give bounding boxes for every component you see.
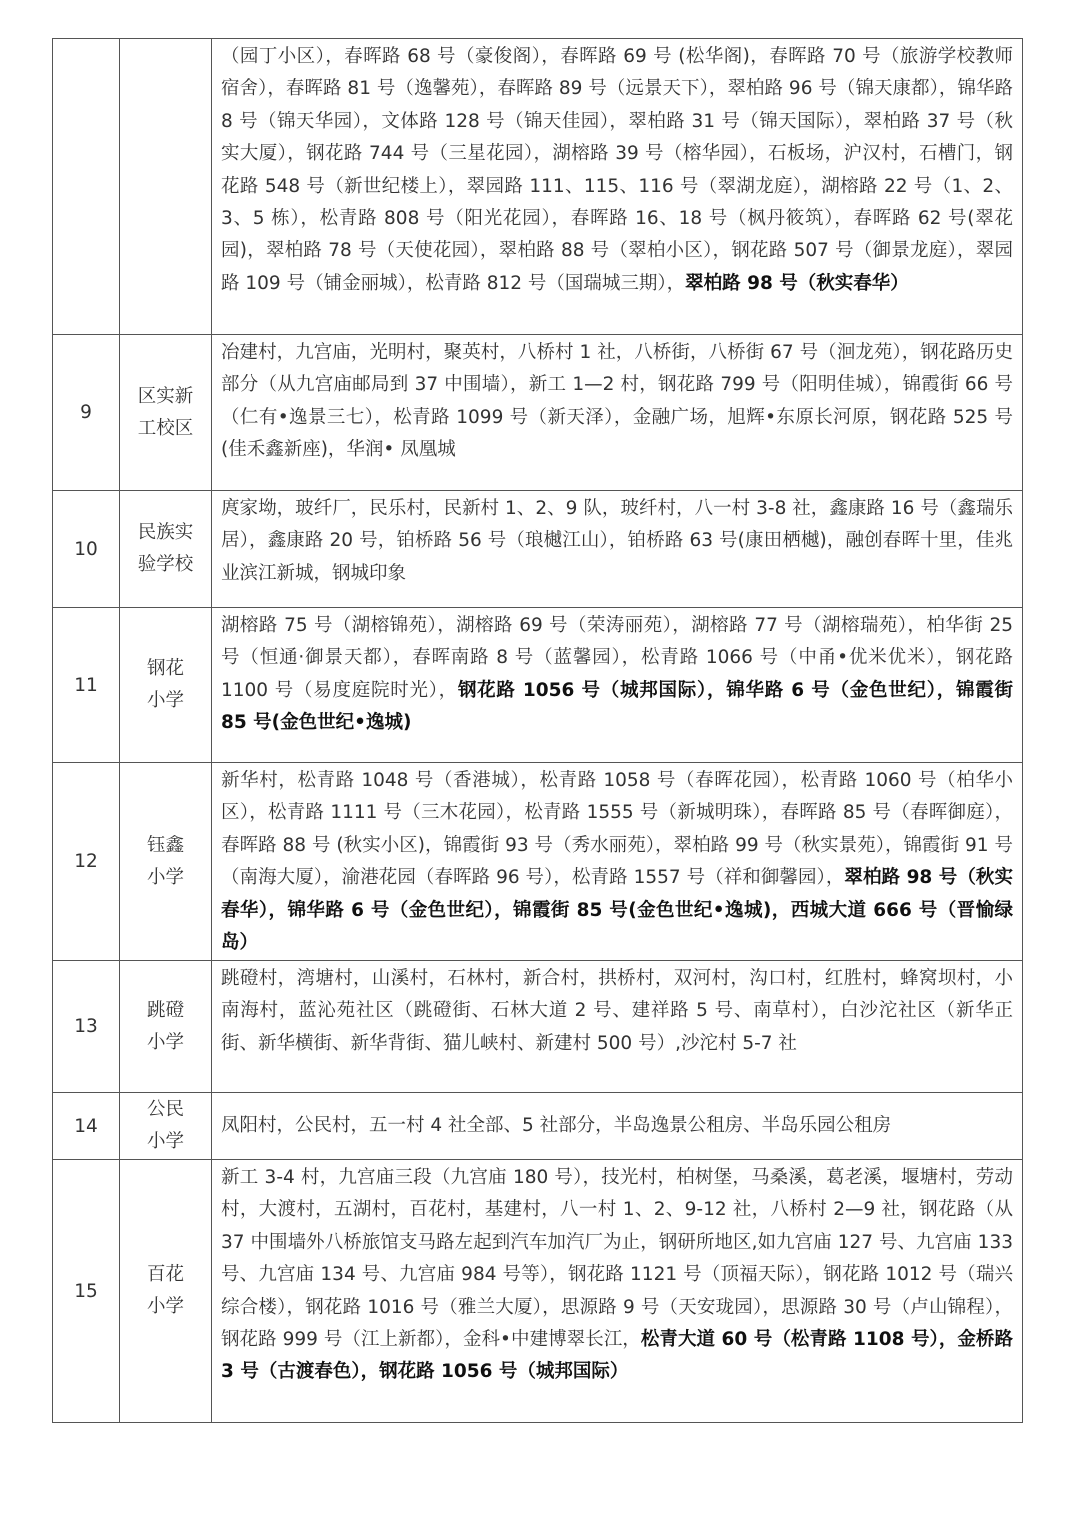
area-text-bold: 翠柏路 98 号（秋实春华） [685, 272, 909, 294]
area-text: 凤阳村，公民村，五一村 4 社全部、5 社部分，半岛逸景公租房、半岛乐园公租房 [221, 1114, 892, 1136]
table-row [53, 39, 1023, 335]
area-text-bold: 翠柏路 98 号（秋实春华），锦华路 6 号（金色世纪），锦霞街 85 号(金色世纪•逸城)，西城大道 666 号（晋愉绿岛） [221, 867, 1013, 954]
school-name: 跳磴 小学 [120, 961, 212, 1093]
table-row [53, 335, 1023, 491]
area-text: 湖榕路 75 号（湖榕锦苑），湖榕路 69 号（荣涛丽苑），湖榕路 77 号（湖榕瑞苑），柏华街 25 号（恒通·御景天都），春晖南路 8 号（蓝馨园），松青路 1066 号（中甬•优米优米），钢花路 1100 号（易度庭院时光）， [221, 615, 1013, 701]
catchment-area [212, 1160, 1023, 1423]
area-text: 跳磴村，湾塘村，山溪村，石林村，新合村，拱桥村，双河村，沟口村，红胜村，蜂窝坝村，小南海村，蓝沁苑社区（跳磴街、石林大道 2 号、建祥路 5 号、南草村），白沙沱社区（新华正街、新华横街、新华背街、猫儿峡村、新建村 500 号）,沙沱村 5-7 社 [221, 968, 1013, 1054]
school-name [120, 39, 212, 335]
row-number: 11 [53, 608, 120, 763]
catchment-area [212, 608, 1023, 763]
school-name: 民族实 验学校 [120, 491, 212, 608]
catchment-area [212, 1093, 1023, 1160]
table-row [53, 1160, 1023, 1423]
catchment-area [212, 335, 1023, 491]
catchment-area [212, 491, 1023, 608]
catchment-area [212, 763, 1023, 961]
area-text: 冶建村，九宫庙，光明村，聚英村，八桥村 1 社，八桥街，八桥街 67 号（洄龙苑），钢花路历史部分（从九宫庙邮局到 37 中围墙），新工 1—2 村，钢花路 799 号（阳明佳城），锦霞街 66 号（仁有•逸景三七），松青路 1099 号（新天泽），金融广场，旭辉•东原长河原，钢花路 525 号(佳禾鑫新座)，华润• 凤凰城 [221, 342, 1013, 461]
table-row [53, 961, 1023, 1093]
catchment-area [212, 39, 1023, 335]
table-row [53, 608, 1023, 763]
area-text: 新华村，松青路 1048 号（香港城），松青路 1058 号（春晖花园），松青路 1060 号（柏华小区），松青路 1111 号（三木花园），松青路 1555 号（新城明珠），春晖路 85 号（春晖御庭），春晖路 88 号 (秋实小区)，锦霞街 93 号（秀水丽苑），翠柏路 99 号（秋实景苑），锦霞街 91 号（南海大厦），渝港花园（春晖路 96 号），松青路 1557 号（祥和御馨园）， [221, 770, 1013, 889]
school-name: 钢花 小学 [120, 608, 212, 763]
table-row [53, 1093, 1023, 1160]
row-number: 9 [53, 335, 120, 491]
row-number: 14 [53, 1093, 120, 1160]
school-name: 区实新 工校区 [120, 335, 212, 491]
catchment-area [212, 961, 1023, 1093]
school-name: 百花 小学 [120, 1160, 212, 1423]
school-name: 钰鑫 小学 [120, 763, 212, 961]
table-row [53, 763, 1023, 961]
row-number: 10 [53, 491, 120, 608]
table-body [53, 39, 1023, 1423]
row-number: 13 [53, 961, 120, 1093]
area-text: 庹家坳，玻纤厂，民乐村，民新村 1、2、9 队，玻纤村，八一村 3-8 社，鑫康路 16 号（鑫瑞乐居），鑫康路 20 号，铂桥路 56 号（琅樾江山），铂桥路 63 号(康田栖樾)，融创春晖十里，佳兆业滨江新城，钢城印象 [221, 498, 1013, 584]
row-number: 15 [53, 1160, 120, 1423]
table-row [53, 491, 1023, 608]
row-number: 12 [53, 763, 120, 961]
area-text-bold: 钢花路 1056 号（城邦国际），锦华路 6 号（金色世纪），锦霞街 85 号(金色世纪•逸城) [221, 679, 1013, 734]
area-text: 新工 3-4 村，九宫庙三段（九宫庙 180 号），技光村，柏树堡，马桑溪，葛老溪，堰塘村，劳动村，大渡村，五湖村，百花村，基建村，八一村 1、2、9-12 社，八桥村 2—9 社，钢花路（从 37 中围墙外八桥旅馆支马路左起到汽车加汽厂为止，钢研所地区,如九宫庙 127 号、九宫庙 133 号、九宫庙 134 号、九宫庙 984 号等），钢花路 1121 号（顶福天际），钢花路 1012 号（瑞兴综合楼），钢花路 1016 号（雅兰大厦），思源路 9 号（天安珑园），思源路 30 号（卢山锦程），钢花路 999 号（江上新都），金科•中建博翠长江， [221, 1167, 1013, 1351]
school-name: 公民 小学 [120, 1093, 212, 1160]
row-number [53, 39, 120, 335]
area-text: （园丁小区），春晖路 68 号（豪俊阁），春晖路 69 号 (松华阁)，春晖路 70 号（旅游学校教师宿舍），春晖路 81 号（逸馨苑），春晖路 89 号（远景天下），翠柏路 96 号（锦天康都），锦华路 8 号（锦天华园），文体路 128 号（锦天佳园），翠柏路 31 号（锦天国际），翠柏路 37 号（秋实大厦），钢花路 744 号（三星花园），湖榕路 39 号（榕华园），石板场，沪汉村，石槽门，钢花路 548 号（新世纪楼上），翠园路 111、115、116 号（翠湖龙庭），湖榕路 22 号（1、2、3、5 栋），松青路 808 号（阳光花园），春晖路 16、18 号（枫丹筱筑），春晖路 62 号(翠花园)，翠柏路 78 号（天使花园），翠柏路 88 号（翠柏小区），钢花路 507 号（御景龙庭），翠园路 109 号（铺金丽城），松青路 812 号（国瑞城三期）， [221, 46, 1013, 294]
area-text-bold: 松青大道 60 号（松青路 1108 号），金桥路 3 号（古渡春色），钢花路 1056 号（城邦国际） [221, 1329, 1013, 1383]
school-district-table [52, 38, 1023, 1423]
